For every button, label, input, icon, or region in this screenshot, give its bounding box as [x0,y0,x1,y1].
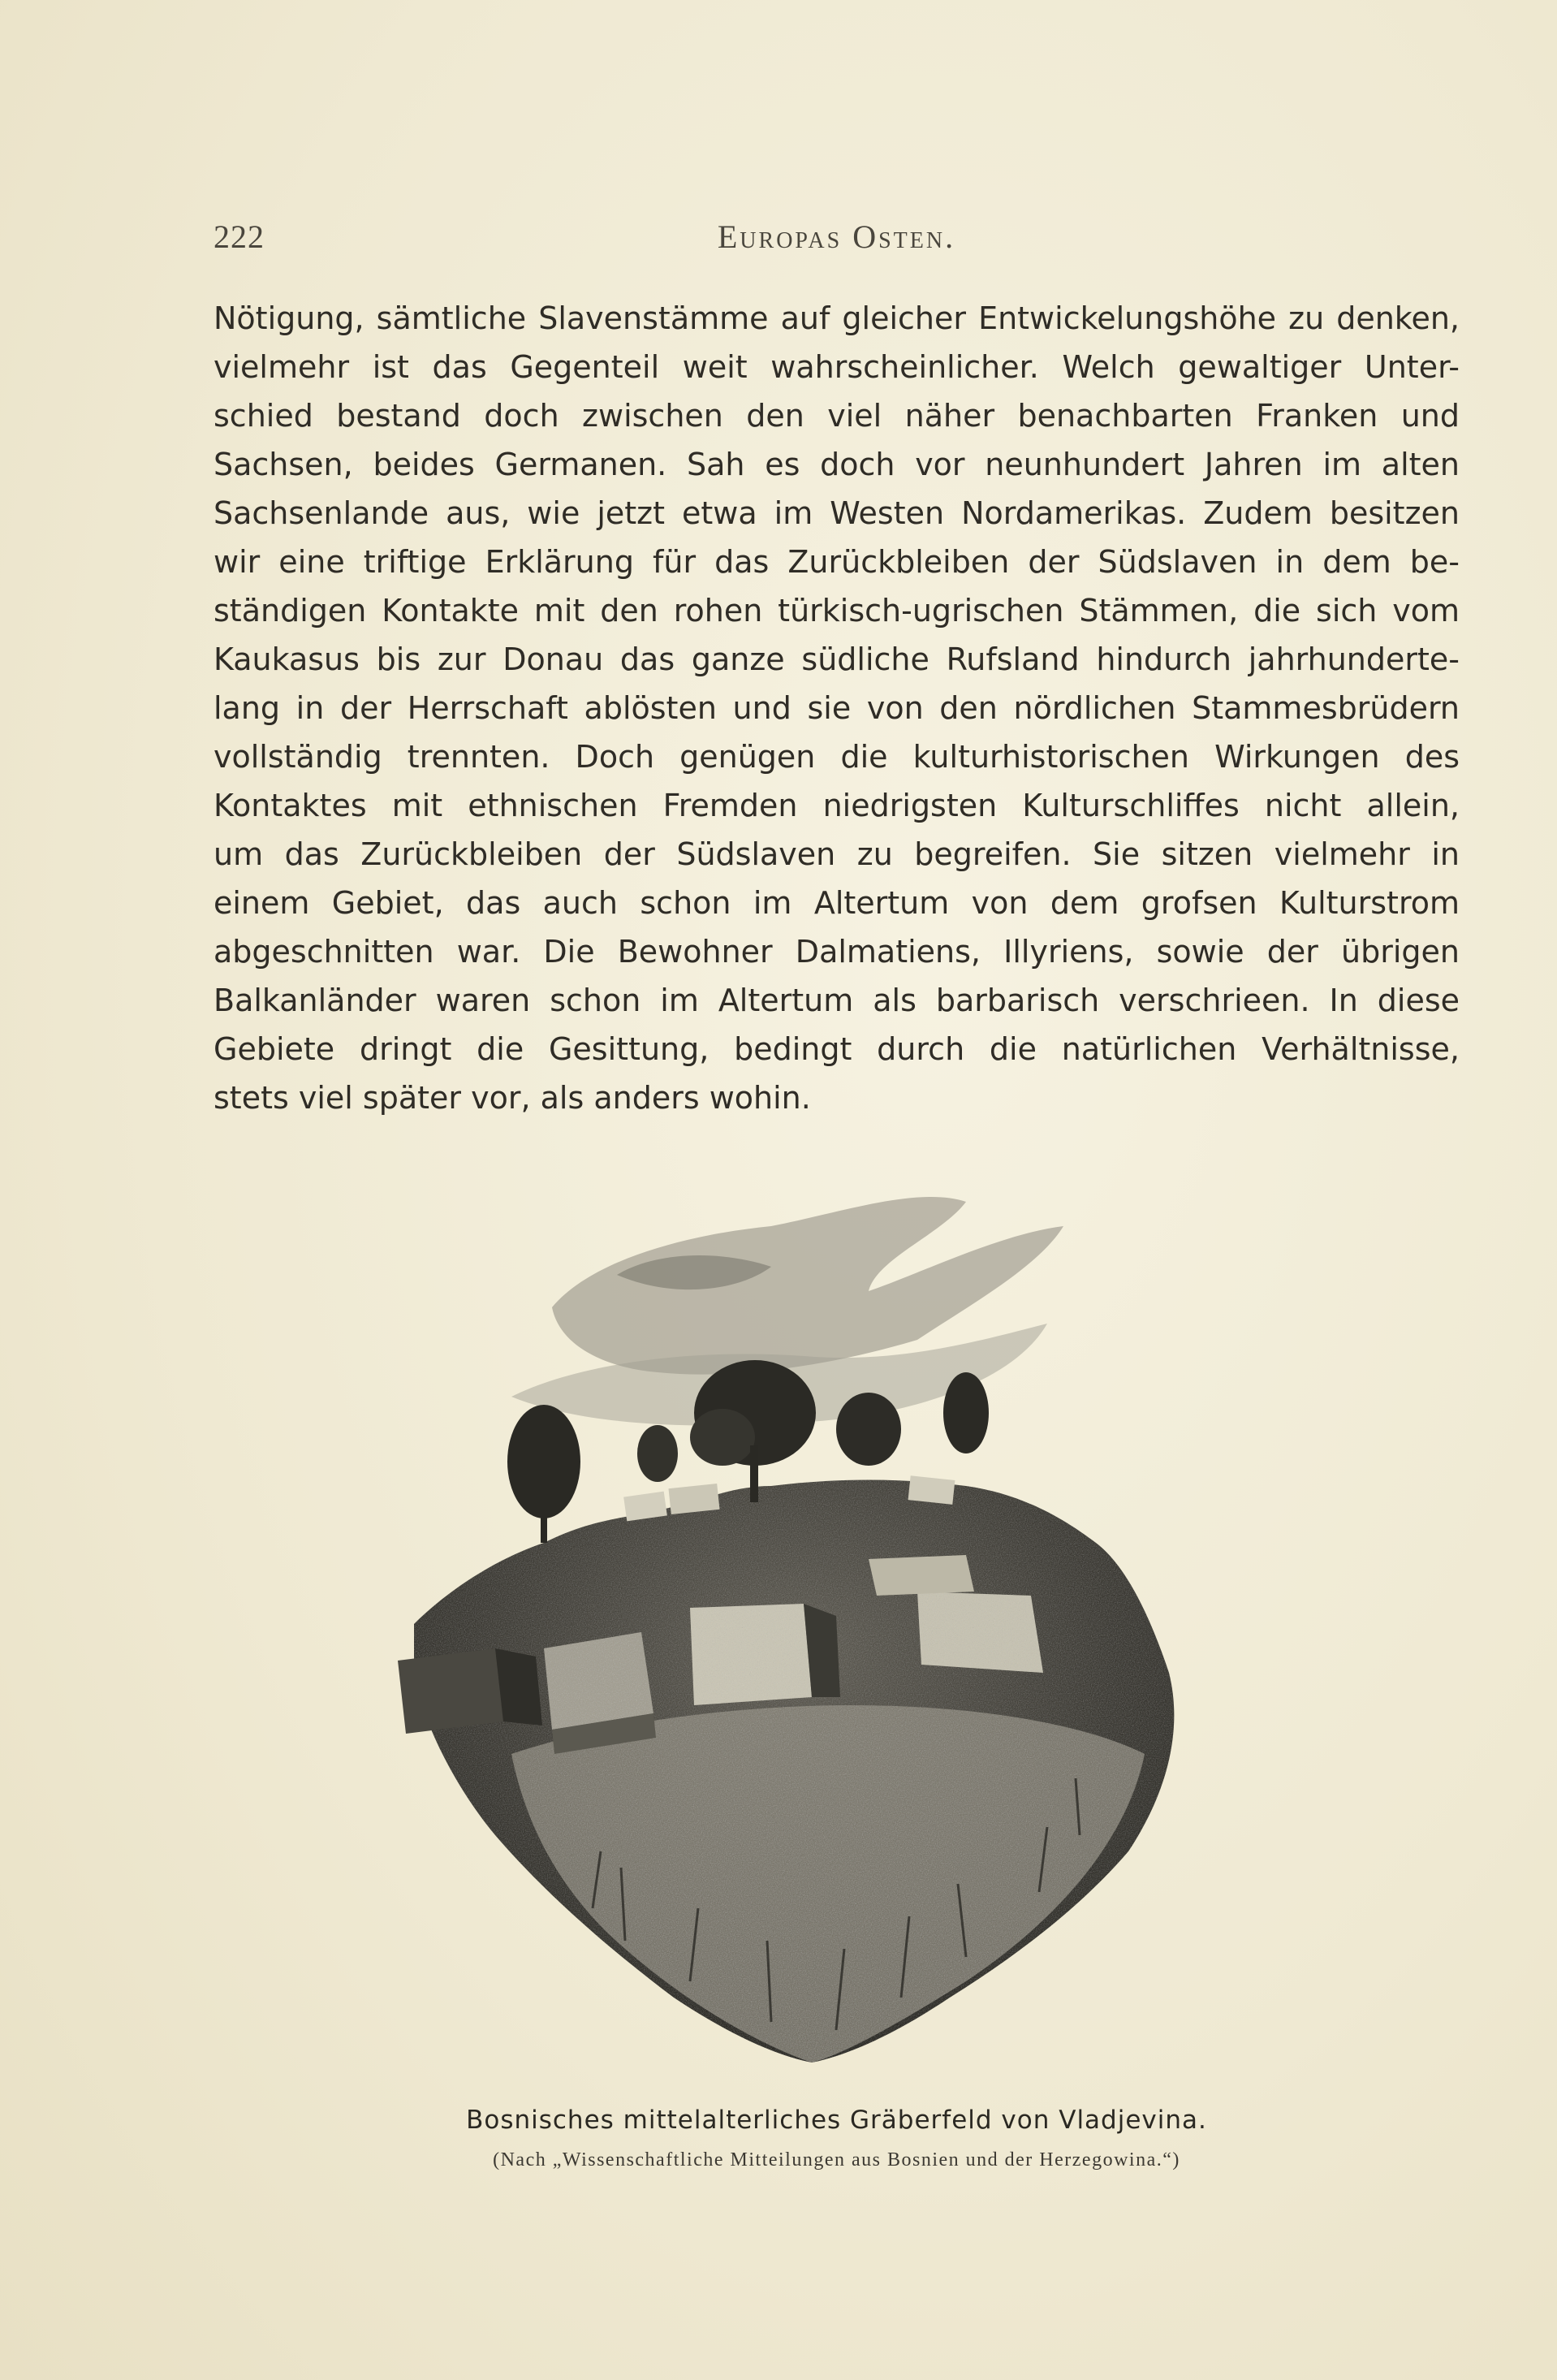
figure-source: (Nach „Wissenschaftliche Mitteilungen aus Bosnien und der Herzegowina.“) [493,2149,1180,2171]
running-title: Europas Osten. [717,218,956,255]
running-head [213,218,1460,258]
text-line: vollständig trennten. Doch genügen die kulturhistorischen Wirkungen des [213,739,1460,775]
text-line: lang in der Herrschaft ablösten und sie von den nördlichen Stammesbrüdern [213,690,1460,726]
text-line: Gebiete dringt die Gesittung, bedingt durch die natürlichen Verhältnisse, [213,1031,1460,1067]
tombstone-center [690,1604,840,1705]
text-line: Nötigung, sämtliche Slavenstämme auf gleicher Entwickelungshöhe zu denken, [213,300,1460,336]
text-line: Sachsen, beides Germanen. Sah es doch vor neunhundert Jahren im alten [213,447,1460,482]
text-line: einem Gebiet, das auch schon im Altertum von dem grofsen Kulturstrom [213,885,1460,921]
text-line: Sachsenlande aus, wie jetzt etwa im Westen Nordamerikas. Zudem besitzen [213,495,1460,531]
figure-caption: Bosnisches mittelalterliches Gräberfeld von Vladjevina. [466,2106,1207,2135]
text-line: um das Zurückbleiben der Südslaven zu begreifen. Sie sitzen vielmehr in [213,836,1460,872]
graveyard-engraving [349,1137,1299,2071]
text-line: stets viel später vor, als anders wohin. [213,1080,811,1116]
body-text [213,294,1460,1122]
text-line: wir eine triftige Erklärung für das Zurückbleiben der Südslaven in dem be- [213,544,1460,580]
text-line: Balkanländer waren schon im Altertum als barbarisch verschrieen. In diese [213,983,1460,1018]
tombstone-carved [544,1632,656,1754]
text-line: schied bestand doch zwischen den viel näher benachbarten Franken und [213,398,1460,434]
text-line: ständigen Kontakte mit den rohen türkisch-ugrischen Stämmen, die sich vom [213,593,1460,628]
text-line: vielmehr ist das Gegenteil weit wahrscheinlicher. Welch gewaltiger Unter- [213,349,1460,385]
page-number: 222 [213,218,265,255]
text-line: Kaukasus bis zur Donau das ganze südliche Rufsland hindurch jahrhunderte- [213,641,1460,677]
engraving-illustration [349,1137,1299,2071]
tombstone-left [398,1648,542,1734]
text-line: abgeschnitten war. Die Bewohner Dalmatiens, Illyriens, sowie der übrigen [213,934,1460,970]
text-line: Kontaktes mit ethnischen Fremden niedrigsten Kulturschliffes nicht allein, [213,788,1460,823]
